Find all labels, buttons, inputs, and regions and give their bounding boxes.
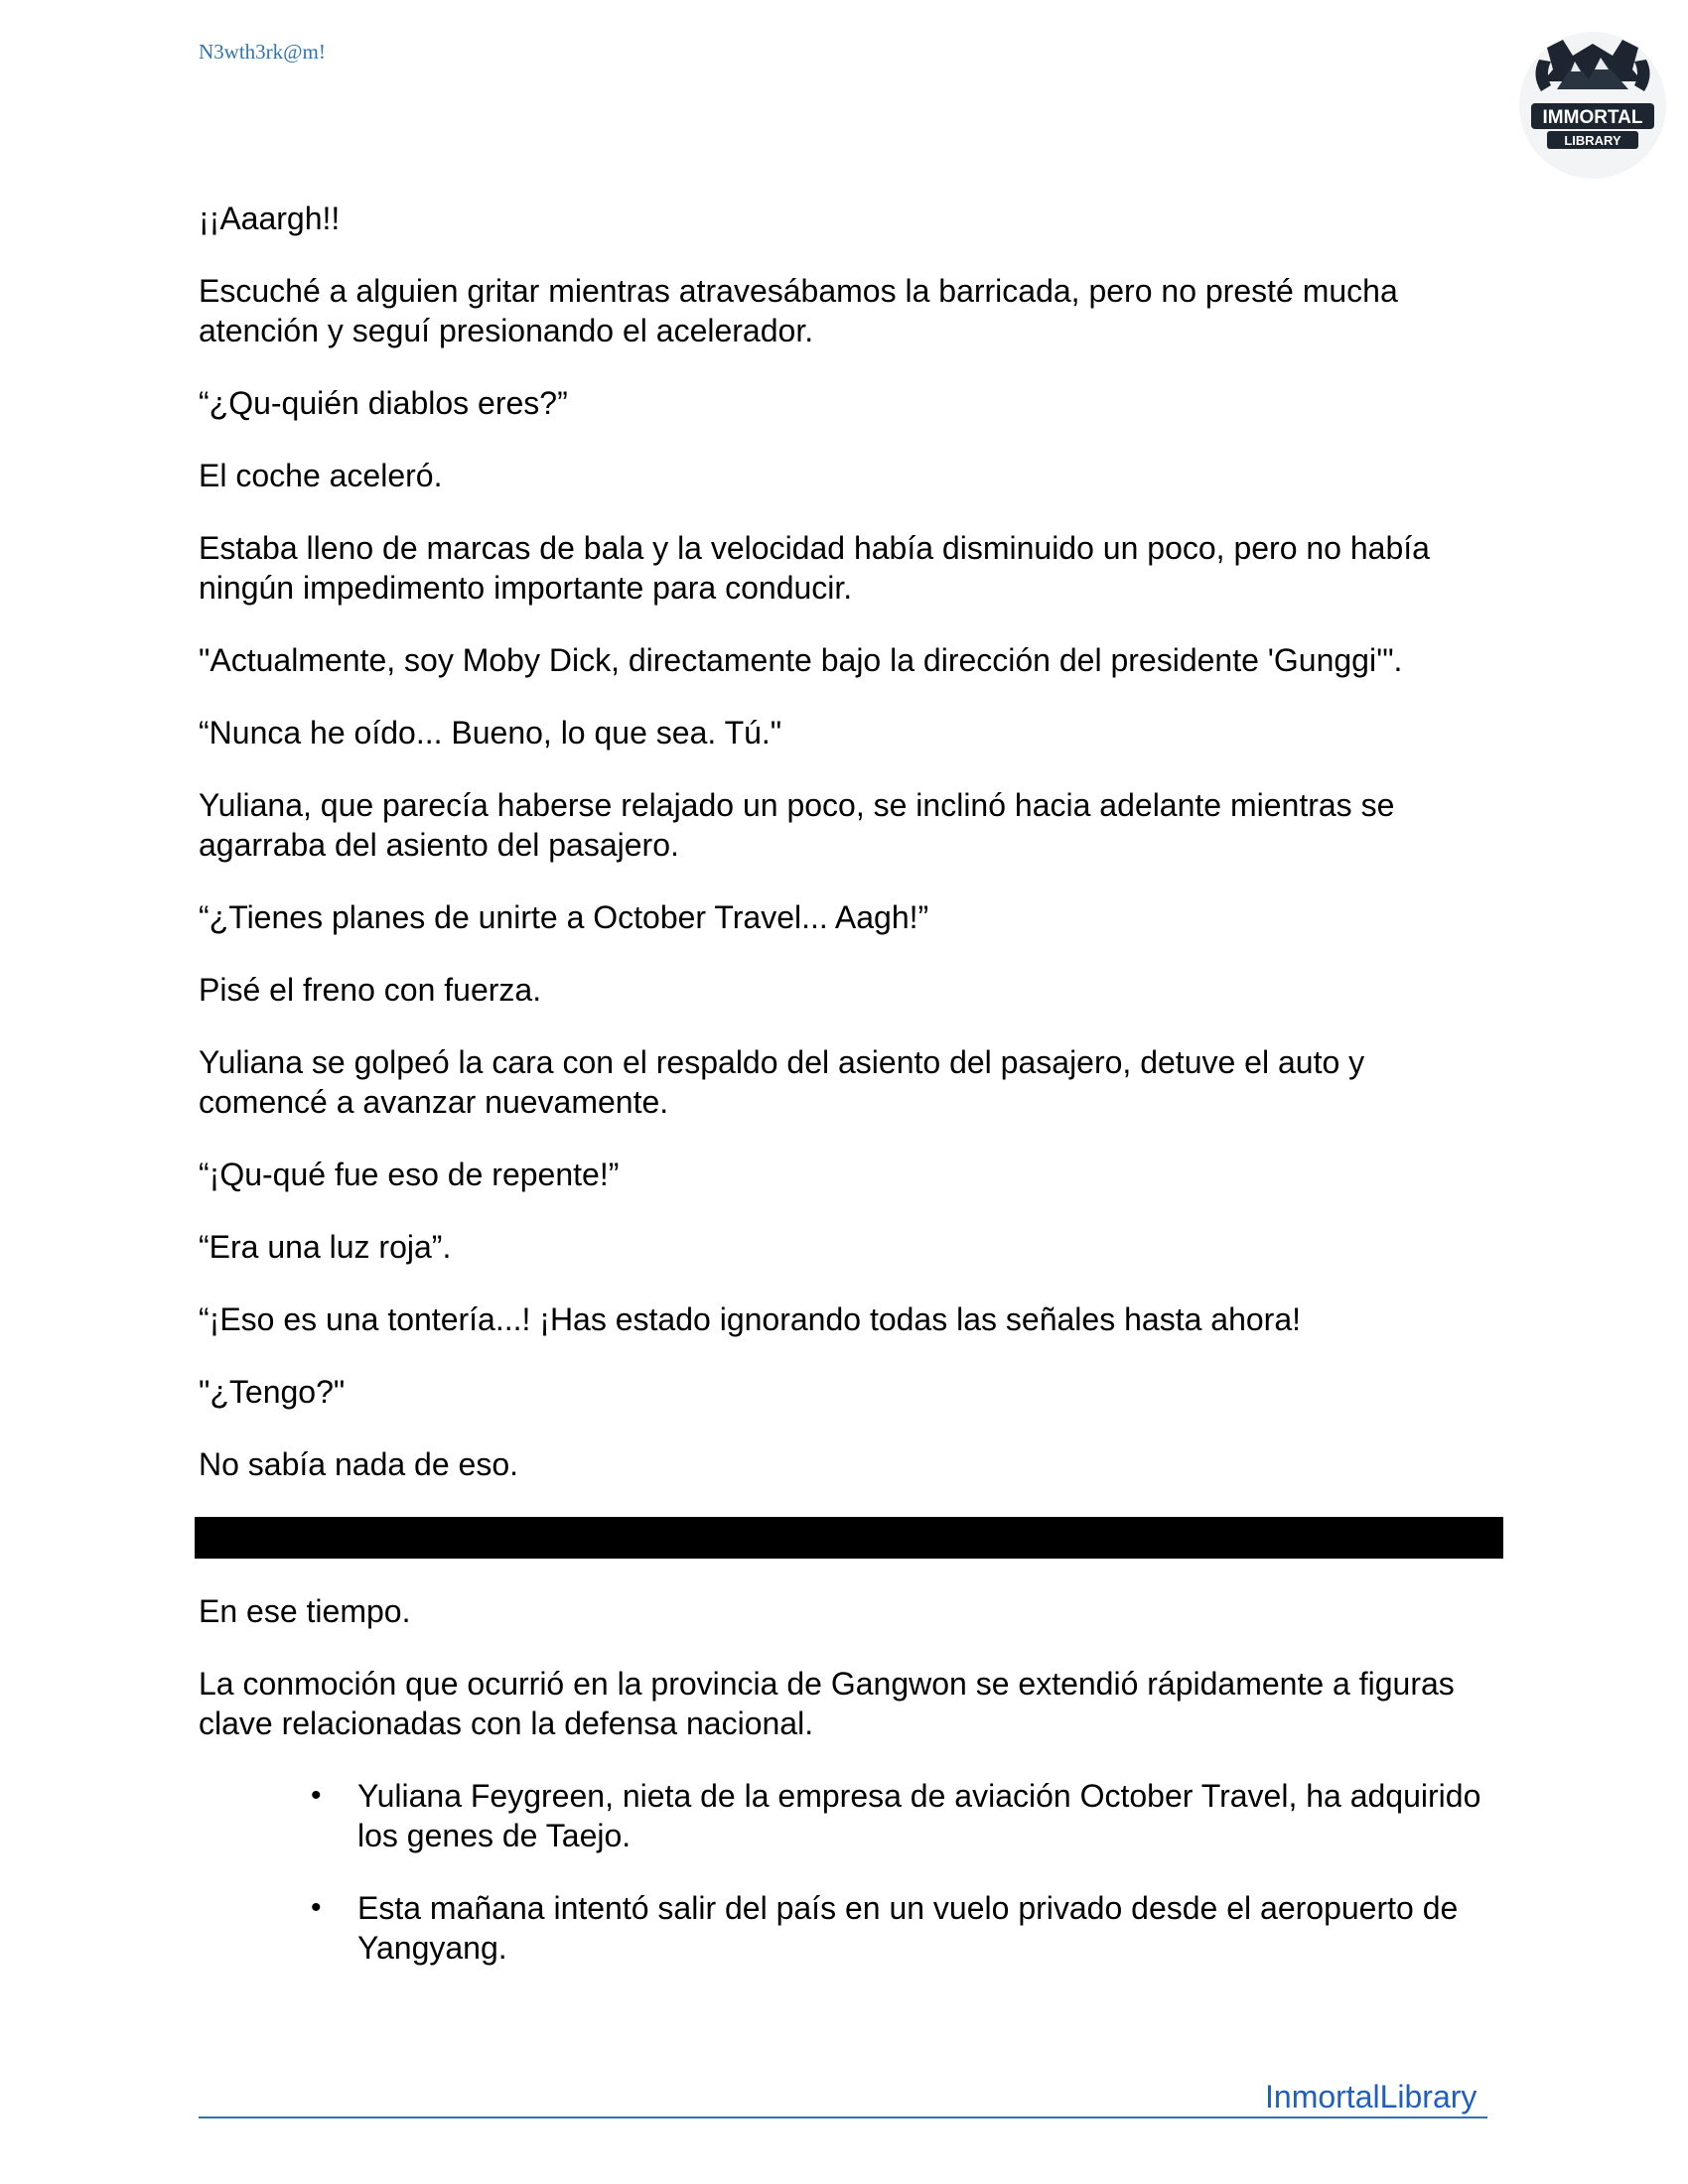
paragraph: “¿Qu-quién diablos eres?” [199,385,568,421]
logo-line2: LIBRARY [1564,133,1621,148]
bullet-icon: • [311,1891,322,1924]
paragraph: "Actualmente, soy Moby Dick, directamente bajo la dirección del presidente 'Gunggi'". [199,642,1403,678]
paragraph: ¡¡Aaargh!! [199,201,341,236]
document-body [199,199,1499,2000]
list-item-text: Esta mañana intentó salir del país en un vuelo privado desde el aeropuerto de Yangyang. [357,1890,1459,1966]
footer-link[interactable]: InmortalLibrary [1265,2079,1477,2115]
paragraph: Estaba lleno de marcas de bala y la velocidad había disminuido un poco, pero no había ningún impedimento importante para conducir. [199,530,1430,606]
list-item [199,1888,1499,1968]
paragraph: “¡Eso es una tontería...! ¡Has estado ignorando todas las señales hasta ahora! [199,1301,1301,1337]
paragraph: Yuliana, que parecía haberse relajado un poco, se inclinó hacia adelante mientras se agarraba del asiento del pasajero. [199,787,1395,863]
footer-rule [199,2116,1487,2118]
paragraph: "¿Tengo?" [199,1374,346,1410]
paragraph: Yuliana se golpeó la cara con el respaldo del asiento del pasajero, detuve el auto y comencé a avanzar nuevamente. [199,1044,1365,1120]
section-separator-bar [195,1517,1503,1559]
bullet-icon: • [311,1779,322,1812]
paragraph: “Nunca he oído... Bueno, lo que sea. Tú." [199,715,782,751]
paragraph: La conmoción que ocurrió en la provincia de Gangwon se extendió rápidamente a figuras clave relacionadas con la defensa nacional. [199,1666,1455,1741]
logo-line1: IMMORTAL [1542,107,1643,128]
paragraph: “Era una luz roja”. [199,1229,452,1265]
header-watermark: N3wth3rk@m! [199,40,326,64]
paragraph: No sabía nada de eso. [199,1446,519,1482]
paragraph: Pisé el freno con fuerza. [199,972,542,1008]
paragraph: Escuché a alguien gritar mientras atravesábamos la barricada, pero no presté mucha atención y seguí presionando el acelerador. [199,273,1398,348]
paragraph: El coche aceleró. [199,458,443,493]
immortal-library-logo [1517,30,1668,181]
paragraph: En ese tiempo. [199,1593,411,1629]
list-item-text: Yuliana Feygreen, nieta de la empresa de aviación October Travel, ha adquirido los genes de Taejo. [357,1778,1481,1853]
text-section-before-separator [199,199,1499,1484]
bullet-list [199,1776,1499,1968]
paragraph: “¿Tienes planes de unirte a October Travel... Aagh!” [199,899,929,935]
list-item [199,1776,1499,1855]
text-section-after-separator [199,1591,1499,1743]
paragraph: “¡Qu-qué fue eso de repente!” [199,1157,620,1192]
